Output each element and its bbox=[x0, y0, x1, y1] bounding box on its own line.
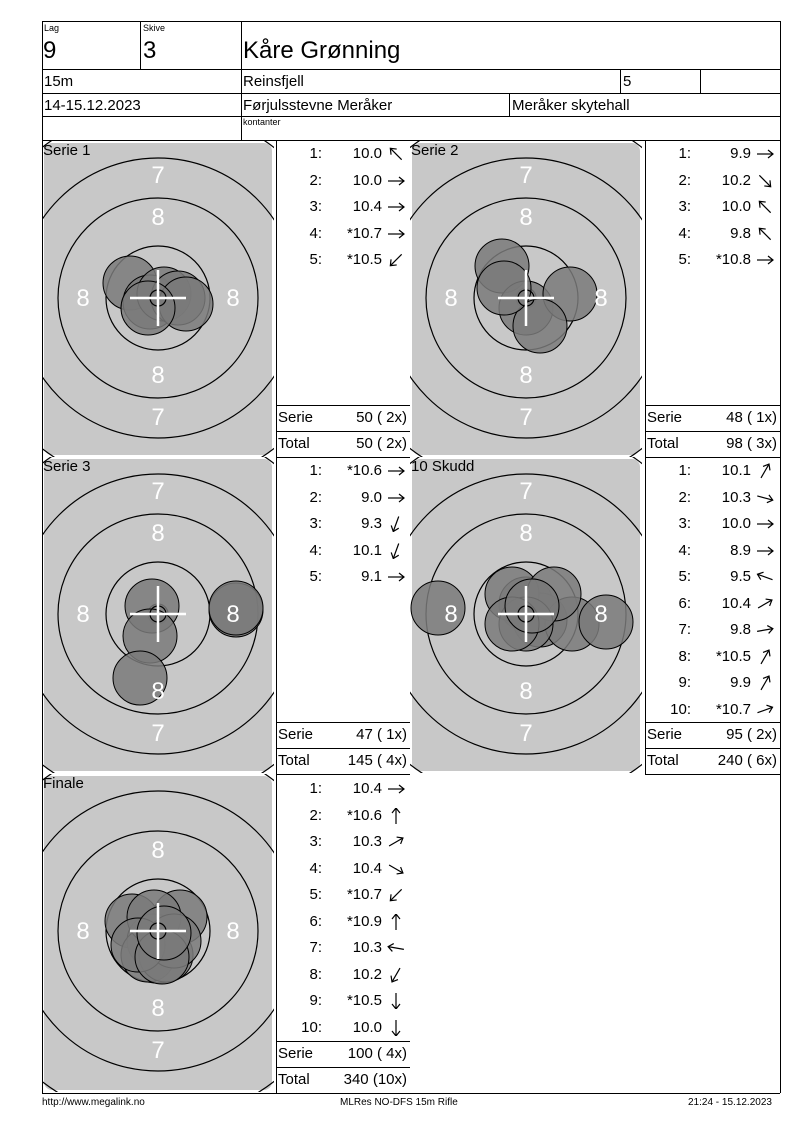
total-label: Total bbox=[278, 752, 310, 769]
total-label: Total bbox=[647, 435, 679, 452]
direction-arrow-icon bbox=[385, 887, 407, 907]
shot-score: 10.3 bbox=[352, 939, 382, 956]
shot-score: 9.9 bbox=[730, 145, 751, 162]
shot-score: *10.7 bbox=[346, 224, 382, 242]
shot-number: 9: bbox=[678, 674, 691, 691]
shot-hole bbox=[477, 261, 531, 315]
ring-number: 7 bbox=[519, 720, 533, 747]
ring-number: 8 bbox=[444, 285, 458, 312]
serie-label: Serie bbox=[647, 726, 683, 743]
shot-score: 10.2 bbox=[352, 965, 382, 983]
shot-score: *10.9 bbox=[346, 912, 382, 930]
shot-number: 3: bbox=[678, 198, 691, 215]
shot-row bbox=[675, 595, 779, 621]
ring-number: 7 bbox=[151, 720, 165, 747]
shot-number: 2: bbox=[678, 488, 691, 506]
shot-row bbox=[306, 542, 410, 568]
lag-label: Lag bbox=[44, 23, 60, 33]
ring-number: 8 bbox=[226, 601, 240, 628]
shot-row bbox=[675, 648, 779, 674]
target-5 bbox=[42, 774, 274, 1092]
direction-arrow-icon bbox=[754, 649, 776, 669]
shot-score: 9.0 bbox=[361, 488, 382, 506]
shot-row bbox=[306, 568, 410, 594]
ring-number: 7 bbox=[151, 162, 165, 189]
total-value: 340 (10x) bbox=[343, 1071, 407, 1088]
shot-row bbox=[306, 939, 410, 965]
serie-value: 95 ( 2x) bbox=[726, 726, 777, 743]
shot-row bbox=[675, 515, 779, 541]
serie-value: 50 ( 2x) bbox=[356, 409, 407, 426]
shot-row bbox=[675, 462, 779, 488]
serie-label: Serie bbox=[278, 1045, 314, 1062]
shot-number: 2: bbox=[309, 806, 322, 824]
club: Reinsfjell bbox=[243, 73, 304, 90]
shot-score: 10.4 bbox=[352, 780, 382, 797]
event-name: Førjulsstevne Meråker bbox=[243, 97, 393, 114]
ring-number: 8 bbox=[151, 837, 165, 864]
ring-number: 8 bbox=[151, 995, 165, 1022]
shot-score: 10.0 bbox=[352, 171, 382, 189]
shot-row bbox=[306, 886, 410, 912]
shot-number: 1: bbox=[309, 145, 322, 162]
shot-score: 10.3 bbox=[721, 488, 751, 506]
panel-title: Serie 2 bbox=[411, 142, 459, 159]
shot-number: 4: bbox=[309, 224, 322, 242]
shot-row bbox=[306, 807, 410, 833]
shot-number: 9: bbox=[309, 992, 322, 1009]
shot-score: *10.5 bbox=[346, 992, 382, 1009]
ring-number: 7 bbox=[151, 1037, 165, 1064]
direction-arrow-icon bbox=[385, 516, 407, 536]
shot-score: *10.6 bbox=[346, 806, 382, 824]
ring-number: 8 bbox=[444, 601, 458, 628]
direction-arrow-icon bbox=[754, 596, 776, 616]
shot-number: 6: bbox=[678, 594, 691, 612]
total-label: Total bbox=[647, 752, 679, 769]
shot-number: 7: bbox=[678, 621, 691, 638]
distance: 15m bbox=[44, 73, 74, 90]
ring-number: 8 bbox=[76, 918, 90, 945]
shot-row bbox=[675, 251, 779, 277]
direction-arrow-icon bbox=[385, 993, 407, 1013]
ring-number: 8 bbox=[151, 362, 165, 389]
shot-number: 1: bbox=[309, 780, 322, 797]
ring-number: 7 bbox=[519, 162, 533, 189]
ring-number: 8 bbox=[594, 285, 608, 312]
shot-score: 9.5 bbox=[730, 568, 751, 585]
panel-title: Serie 1 bbox=[43, 142, 91, 159]
footer-program: MLRes NO-DFS 15m Rifle bbox=[340, 1097, 458, 1108]
shot-score: *10.5 bbox=[715, 647, 751, 665]
shot-row bbox=[306, 780, 410, 806]
shot-number: 3: bbox=[309, 833, 322, 850]
shot-number: 6: bbox=[309, 912, 322, 930]
ring-number: 8 bbox=[519, 520, 533, 547]
lag-value: 9 bbox=[43, 37, 57, 64]
shot-row bbox=[306, 198, 410, 224]
shot-score: 9.3 bbox=[361, 515, 382, 532]
serie-label: Serie bbox=[647, 409, 683, 426]
shot-row bbox=[675, 225, 779, 251]
shot-score: 9.1 bbox=[361, 568, 382, 585]
shot-number: 5: bbox=[309, 568, 322, 585]
direction-arrow-icon bbox=[754, 543, 776, 563]
total-value: 145 ( 4x) bbox=[347, 752, 407, 769]
panel-title: Finale bbox=[43, 775, 84, 792]
shot-score: *10.6 bbox=[346, 462, 382, 479]
direction-arrow-icon bbox=[754, 569, 776, 589]
shot-number: 5: bbox=[678, 568, 691, 585]
shot-row bbox=[306, 992, 410, 1018]
footer-url[interactable]: http://www.megalink.no bbox=[42, 1097, 145, 1108]
total-label: Total bbox=[278, 1071, 310, 1088]
shot-row bbox=[306, 251, 410, 277]
direction-arrow-icon bbox=[385, 808, 407, 828]
ring-number: 8 bbox=[226, 918, 240, 945]
shot-row bbox=[675, 674, 779, 700]
shot-number: 4: bbox=[678, 224, 691, 242]
serie-label: Serie bbox=[278, 726, 314, 743]
ring-number: 8 bbox=[151, 204, 165, 231]
serie-value: 47 ( 1x) bbox=[356, 726, 407, 743]
shot-row bbox=[306, 145, 410, 171]
ring-number: 8 bbox=[519, 362, 533, 389]
direction-arrow-icon bbox=[754, 226, 776, 246]
direction-arrow-icon bbox=[754, 463, 776, 483]
shot-row bbox=[306, 833, 410, 859]
direction-arrow-icon bbox=[385, 199, 407, 219]
shot-number: 2: bbox=[309, 171, 322, 189]
serie-value: 48 ( 1x) bbox=[726, 409, 777, 426]
shot-score: *10.5 bbox=[346, 251, 382, 268]
shot-number: 10: bbox=[301, 1018, 322, 1036]
direction-arrow-icon bbox=[754, 252, 776, 272]
direction-arrow-icon bbox=[754, 199, 776, 219]
ring-number: 8 bbox=[151, 520, 165, 547]
shot-number: 3: bbox=[309, 515, 322, 532]
shot-row bbox=[306, 172, 410, 198]
ring-number: 8 bbox=[76, 285, 90, 312]
shot-number: 1: bbox=[309, 462, 322, 479]
shot-score: 9.9 bbox=[730, 674, 751, 691]
event-date: 14-15.12.2023 bbox=[44, 97, 141, 114]
shot-score: *10.7 bbox=[715, 700, 751, 718]
shot-score: 10.4 bbox=[352, 859, 382, 877]
payment-label: kontanter bbox=[243, 117, 281, 127]
direction-arrow-icon bbox=[385, 781, 407, 801]
shot-row bbox=[675, 621, 779, 647]
direction-arrow-icon bbox=[385, 226, 407, 246]
shot-row bbox=[306, 913, 410, 939]
ring-number: 8 bbox=[226, 285, 240, 312]
shot-score: 10.0 bbox=[352, 145, 382, 162]
shot-row bbox=[675, 542, 779, 568]
venue: Meråker skytehall bbox=[512, 97, 630, 114]
shot-row bbox=[306, 462, 410, 488]
total-label: Total bbox=[278, 435, 310, 452]
direction-arrow-icon bbox=[385, 543, 407, 563]
shot-score: 10.0 bbox=[721, 198, 751, 215]
shot-number: 5: bbox=[309, 886, 322, 903]
direction-arrow-icon bbox=[385, 569, 407, 589]
target-1 bbox=[42, 141, 274, 457]
shot-number: 5: bbox=[678, 251, 691, 268]
shot-number: 4: bbox=[678, 541, 691, 559]
direction-arrow-icon bbox=[385, 834, 407, 854]
shot-score: 10.0 bbox=[352, 1018, 382, 1036]
shot-number: 1: bbox=[678, 145, 691, 162]
shot-number: 1: bbox=[678, 462, 691, 479]
total-value: 98 ( 3x) bbox=[726, 435, 777, 452]
shot-row bbox=[306, 515, 410, 541]
ring-number: 8 bbox=[594, 601, 608, 628]
shot-row bbox=[306, 225, 410, 251]
shot-row bbox=[675, 145, 779, 171]
direction-arrow-icon bbox=[385, 940, 407, 960]
ring-number: 8 bbox=[151, 678, 165, 705]
direction-arrow-icon bbox=[385, 252, 407, 272]
shot-row bbox=[675, 198, 779, 224]
shot-score: 10.2 bbox=[721, 171, 751, 189]
ring-number: 8 bbox=[519, 678, 533, 705]
target-2 bbox=[410, 141, 642, 457]
shot-hole bbox=[505, 579, 559, 633]
direction-arrow-icon bbox=[754, 675, 776, 695]
shot-number: 7: bbox=[309, 939, 322, 956]
direction-arrow-icon bbox=[754, 622, 776, 642]
direction-arrow-icon bbox=[385, 967, 407, 987]
shooter-name: Kåre Grønning bbox=[243, 37, 401, 64]
shot-row bbox=[306, 489, 410, 515]
shot-row bbox=[306, 860, 410, 886]
shot-number: 4: bbox=[309, 541, 322, 559]
shot-number: 3: bbox=[309, 198, 322, 215]
target-3 bbox=[42, 457, 274, 773]
shooter-class: 5 bbox=[623, 73, 632, 90]
ring-number: 7 bbox=[151, 404, 165, 431]
direction-arrow-icon bbox=[385, 146, 407, 166]
total-value: 240 ( 6x) bbox=[717, 752, 777, 769]
shot-score: *10.8 bbox=[715, 251, 751, 268]
shot-row bbox=[306, 966, 410, 992]
panel-title: 10 Skudd bbox=[411, 458, 475, 475]
direction-arrow-icon bbox=[385, 490, 407, 510]
shot-score: 10.3 bbox=[352, 833, 382, 850]
direction-arrow-icon bbox=[385, 463, 407, 483]
direction-arrow-icon bbox=[754, 173, 776, 193]
total-value: 50 ( 2x) bbox=[356, 435, 407, 452]
shot-hole bbox=[137, 906, 191, 960]
direction-arrow-icon bbox=[385, 861, 407, 881]
shot-row bbox=[675, 172, 779, 198]
shot-number: 8: bbox=[309, 965, 322, 983]
shot-score: *10.7 bbox=[346, 886, 382, 903]
shot-number: 2: bbox=[309, 488, 322, 506]
footer-timestamp: 21:24 - 15.12.2023 bbox=[688, 1097, 772, 1108]
shot-score: 10.1 bbox=[352, 541, 382, 559]
ring-number: 7 bbox=[151, 478, 165, 505]
serie-label: Serie bbox=[278, 409, 314, 426]
shot-number: 5: bbox=[309, 251, 322, 268]
skive-label: Skive bbox=[143, 23, 166, 33]
shot-hole bbox=[121, 281, 175, 335]
ring-number: 7 bbox=[519, 478, 533, 505]
shot-score: 10.1 bbox=[721, 462, 751, 479]
shot-score: 10.4 bbox=[352, 198, 382, 215]
shot-number: 10: bbox=[670, 700, 691, 718]
shot-number: 3: bbox=[678, 515, 691, 532]
shot-number: 8: bbox=[678, 647, 691, 665]
shot-number: 4: bbox=[309, 859, 322, 877]
target-4 bbox=[410, 457, 642, 773]
direction-arrow-icon bbox=[385, 173, 407, 193]
direction-arrow-icon bbox=[385, 1020, 407, 1040]
serie-value: 100 ( 4x) bbox=[347, 1045, 407, 1062]
direction-arrow-icon bbox=[754, 146, 776, 166]
ring-number: 7 bbox=[519, 404, 533, 431]
ring-number: 8 bbox=[76, 601, 90, 628]
shot-number: 2: bbox=[678, 171, 691, 189]
direction-arrow-icon bbox=[754, 516, 776, 536]
shot-score: 10.4 bbox=[721, 594, 751, 612]
shot-score: 8.9 bbox=[730, 541, 751, 559]
direction-arrow-icon bbox=[754, 490, 776, 510]
shot-score: 9.8 bbox=[730, 621, 751, 638]
direction-arrow-icon bbox=[385, 914, 407, 934]
shot-row bbox=[675, 568, 779, 594]
direction-arrow-icon bbox=[754, 702, 776, 722]
skive-value: 3 bbox=[143, 37, 157, 64]
ring-number: 8 bbox=[519, 204, 533, 231]
shot-score: 10.0 bbox=[721, 515, 751, 532]
shot-score: 9.8 bbox=[730, 224, 751, 242]
panel-title: Serie 3 bbox=[43, 458, 91, 475]
shot-row bbox=[675, 489, 779, 515]
